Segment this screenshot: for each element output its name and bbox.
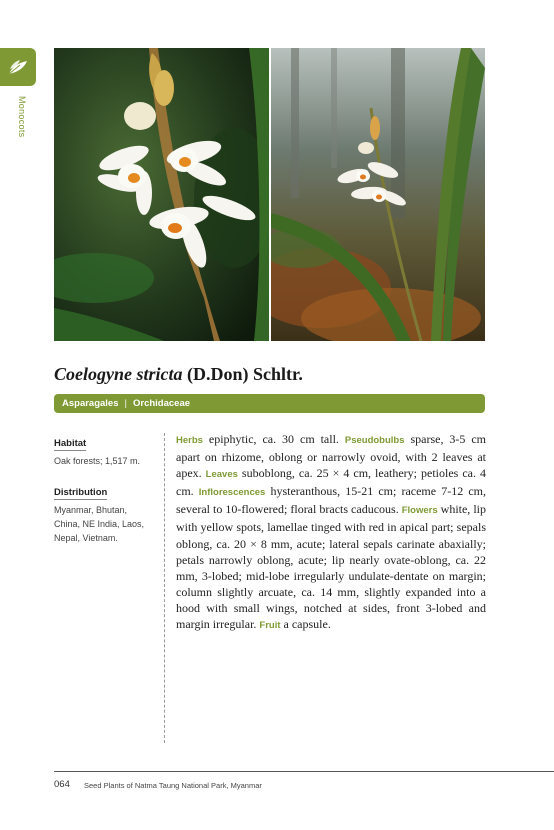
description-keyword: Fruit: [259, 620, 281, 632]
description-text: sparse, 3-5 cm apart on rhizome, oblong or narrowly ovoid, with 2 leaves at apex.: [176, 432, 486, 481]
description-keyword: Inflorescences: [198, 487, 266, 499]
description-text: a capsule.: [280, 617, 331, 632]
description-text: hysteranthous, 15-21 cm; raceme 7-12 cm, several to 10-flowered; floral bracts caducous.: [176, 484, 486, 517]
footer-rule: [54, 771, 554, 772]
family-name: Orchidaceae: [132, 398, 191, 409]
description-text: suboblong, ca. 25 × 4 cm, leathery; petioles ca. 4 cm.: [176, 466, 487, 499]
section-tab: [0, 48, 36, 86]
description-text: epiphytic, ca. 30 cm tall.: [202, 432, 345, 446]
species-author: (D.Don) Schltr.: [187, 364, 303, 384]
habitat-value: Oak forests; 1,517 m.: [54, 456, 141, 466]
species-description: [176, 431, 486, 634]
orchid-closeup-photo: [54, 48, 269, 341]
order-name: Asparagales: [62, 398, 119, 409]
description-keyword: Leaves: [205, 469, 238, 481]
column-divider: [164, 433, 165, 743]
orchid-habitat-photo: [271, 48, 485, 341]
info-sidebar: [54, 433, 154, 545]
distribution-label: Distribution: [54, 487, 108, 498]
distribution-value: Myanmar, Bhutan, China, NE India, Laos, Nepal, Vietnam.: [54, 505, 145, 543]
description-text: white, lip with yellow spots, lamellae tinged with red in apical part; sepals oblong, ca. 20 × 8 mm, acute; lateral sepals carinate abaxially; petals narrowly oblong, acute; lip nearly ovate-oblong, ca. 22 mm, 3-lobed; mid-lobe irregularly undulate-dentate on margin; column slightly arcuate, ca. 14 mm, slightly expanded into a hood with small wings, notched at sides, front 3-lobed and margin irregular.: [176, 502, 486, 632]
section-label: Monocots: [17, 96, 27, 138]
leaf-icon: [6, 57, 30, 77]
species-name: Coelogyne stricta: [54, 364, 183, 384]
book-title: Seed Plants of Natma Taung National Park, Myanmar: [84, 781, 262, 790]
description-keyword: Pseudobulbs: [344, 435, 405, 446]
classification-bar: [54, 394, 485, 413]
species-title: [54, 364, 303, 385]
description-keyword: Flowers: [401, 505, 438, 517]
habitat-label: Habitat: [54, 438, 87, 449]
description-keyword: Herbs: [176, 435, 203, 446]
classification-separator: |: [124, 398, 127, 409]
page-number: 064: [54, 779, 70, 790]
